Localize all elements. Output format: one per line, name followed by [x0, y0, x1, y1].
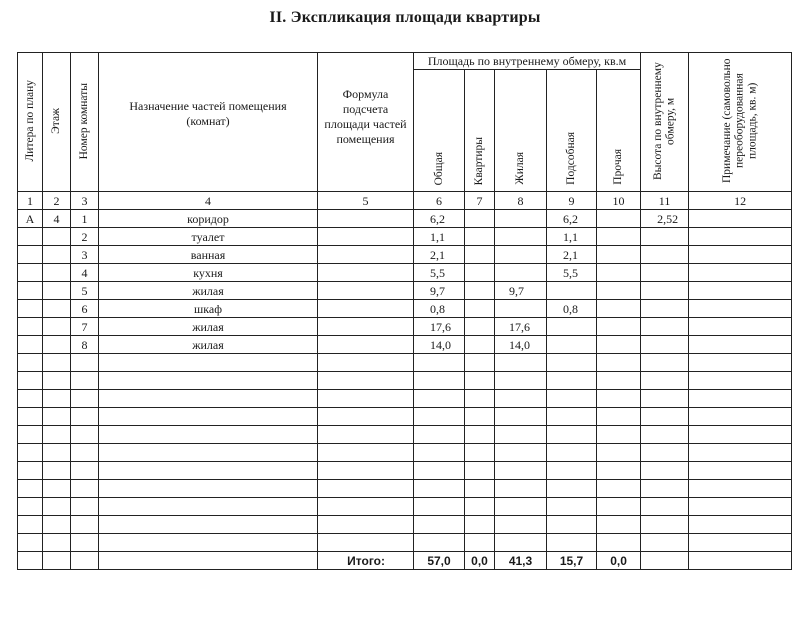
- cell-formula: [318, 444, 414, 462]
- cell-primechanie: [689, 300, 792, 318]
- cell-litera: [18, 318, 43, 336]
- cell-naznachenie: [99, 408, 318, 426]
- table-row: [18, 534, 792, 552]
- cell-kvartiry: [465, 516, 495, 534]
- cell-nomer: 7: [71, 318, 99, 336]
- cell-obshchaya: [414, 408, 465, 426]
- cell-prochaya: [597, 228, 641, 246]
- cell-kvartiry: [465, 534, 495, 552]
- cell-primechanie: [689, 516, 792, 534]
- cell-litera: [18, 300, 43, 318]
- cell-nomer: [71, 480, 99, 498]
- cell-kvartiry: [465, 318, 495, 336]
- cell-naznachenie: жилая: [99, 282, 318, 300]
- cell-nomer: [71, 444, 99, 462]
- cell-kvartiry: [465, 462, 495, 480]
- total-zhilaya: 41,3: [495, 552, 547, 570]
- cell-vysota: [641, 228, 689, 246]
- cell-etazh: [43, 444, 71, 462]
- cell-primechanie: [689, 282, 792, 300]
- cell-naznachenie: кухня: [99, 264, 318, 282]
- cell-prochaya: [597, 354, 641, 372]
- cell-obshchaya: 1,1: [414, 228, 465, 246]
- cell-etazh: [43, 390, 71, 408]
- cell-podsobnaya: [547, 336, 597, 354]
- cell-etazh: [43, 480, 71, 498]
- cell-formula: [318, 318, 414, 336]
- cell-primechanie: [689, 318, 792, 336]
- column-number: 2: [43, 192, 71, 210]
- cell-etazh: [43, 534, 71, 552]
- cell-naznachenie: [99, 444, 318, 462]
- cell-formula: [318, 354, 414, 372]
- cell-naznachenie: коридор: [99, 210, 318, 228]
- cell-kvartiry: [465, 282, 495, 300]
- cell-prochaya: [597, 516, 641, 534]
- cell-vysota: [641, 246, 689, 264]
- cell-formula: [318, 228, 414, 246]
- cell-podsobnaya: [547, 534, 597, 552]
- cell-zhilaya: [495, 390, 547, 408]
- cell-podsobnaya: [547, 462, 597, 480]
- cell-obshchaya: [414, 354, 465, 372]
- cell-zhilaya: [495, 246, 547, 264]
- cell-podsobnaya: [547, 444, 597, 462]
- cell-prochaya: [597, 480, 641, 498]
- cell-litera: [18, 282, 43, 300]
- cell-naznachenie: ванная: [99, 246, 318, 264]
- cell-prochaya: [597, 336, 641, 354]
- cell-podsobnaya: [547, 372, 597, 390]
- cell-podsobnaya: [547, 480, 597, 498]
- cell-vysota: [641, 480, 689, 498]
- cell-nomer: 4: [71, 264, 99, 282]
- cell-naznachenie: [99, 390, 318, 408]
- cell-nomer: 1: [71, 210, 99, 228]
- cell-formula: [318, 462, 414, 480]
- cell-vysota: [641, 390, 689, 408]
- cell-zhilaya: [495, 444, 547, 462]
- header-prochaya: Прочая: [597, 70, 641, 192]
- cell-kvartiry: [465, 264, 495, 282]
- header-primechanie: Примечание (самовольно переоборудованная площадь, кв. м): [689, 53, 792, 192]
- cell-podsobnaya: 1,1: [547, 228, 597, 246]
- cell-nomer: 8: [71, 336, 99, 354]
- cell-primechanie: [689, 228, 792, 246]
- cell-zhilaya: [495, 426, 547, 444]
- total-obshchaya: 57,0: [414, 552, 465, 570]
- cell-prochaya: [597, 426, 641, 444]
- cell-nomer: 2: [71, 228, 99, 246]
- cell-litera: [18, 480, 43, 498]
- cell-litera: [18, 516, 43, 534]
- cell-prochaya: [597, 390, 641, 408]
- cell-zhilaya: [495, 354, 547, 372]
- cell-primechanie: [689, 426, 792, 444]
- cell-litera: [18, 228, 43, 246]
- cell-zhilaya: [495, 228, 547, 246]
- cell-primechanie: [689, 408, 792, 426]
- header-zhilaya: Жилая: [495, 70, 547, 192]
- table-row: [18, 246, 792, 264]
- cell-zhilaya: [495, 516, 547, 534]
- cell-kvartiry: [465, 372, 495, 390]
- cell-zhilaya: [495, 210, 547, 228]
- cell-formula: [318, 246, 414, 264]
- column-number: 10: [597, 192, 641, 210]
- cell-naznachenie: [99, 534, 318, 552]
- column-numbers-row: [18, 192, 792, 210]
- cell-vysota: [641, 408, 689, 426]
- cell-vysota: [641, 552, 689, 570]
- cell-primechanie: [689, 480, 792, 498]
- cell-nomer: [71, 408, 99, 426]
- cell-nomer: 5: [71, 282, 99, 300]
- cell-naznachenie: [99, 552, 318, 570]
- cell-prochaya: [597, 534, 641, 552]
- table-row: [18, 516, 792, 534]
- cell-prochaya: [597, 498, 641, 516]
- cell-zhilaya: 9,7: [495, 282, 547, 300]
- cell-kvartiry: [465, 498, 495, 516]
- cell-vysota: [641, 354, 689, 372]
- cell-kvartiry: [465, 228, 495, 246]
- cell-prochaya: [597, 372, 641, 390]
- table-row: [18, 210, 792, 228]
- cell-litera: [18, 408, 43, 426]
- cell-nomer: [71, 372, 99, 390]
- cell-formula: [318, 336, 414, 354]
- header-vysota: Высота по внутреннему обмеру, м: [641, 53, 689, 192]
- cell-nomer: [71, 498, 99, 516]
- document-title: II. Экспликация площади квартиры: [269, 9, 541, 26]
- column-number: 1: [18, 192, 43, 210]
- header-ploshchad-group: Площадь по внутреннему обмеру, кв.м: [414, 53, 641, 70]
- cell-podsobnaya: 2,1: [547, 246, 597, 264]
- cell-zhilaya: [495, 372, 547, 390]
- cell-litera: [18, 264, 43, 282]
- cell-primechanie: [689, 390, 792, 408]
- cell-vysota: [641, 336, 689, 354]
- cell-kvartiry: [465, 354, 495, 372]
- cell-etazh: [43, 426, 71, 444]
- cell-naznachenie: [99, 426, 318, 444]
- cell-vysota: [641, 516, 689, 534]
- cell-vysota: [641, 372, 689, 390]
- cell-zhilaya: [495, 264, 547, 282]
- cell-vysota: [641, 282, 689, 300]
- cell-primechanie: [689, 354, 792, 372]
- cell-obshchaya: [414, 426, 465, 444]
- table-row: [18, 264, 792, 282]
- cell-vysota: [641, 534, 689, 552]
- cell-podsobnaya: [547, 282, 597, 300]
- cell-etazh: [43, 282, 71, 300]
- cell-zhilaya: [495, 300, 547, 318]
- cell-naznachenie: [99, 462, 318, 480]
- cell-obshchaya: 5,5: [414, 264, 465, 282]
- cell-formula: [318, 480, 414, 498]
- cell-etazh: [43, 408, 71, 426]
- cell-litera: [18, 354, 43, 372]
- total-podsobnaya: 15,7: [547, 552, 597, 570]
- cell-kvartiry: [465, 210, 495, 228]
- cell-primechanie: [689, 552, 792, 570]
- table-row: [18, 390, 792, 408]
- cell-formula: [318, 372, 414, 390]
- cell-etazh: [43, 552, 71, 570]
- cell-etazh: [43, 354, 71, 372]
- cell-podsobnaya: [547, 408, 597, 426]
- cell-zhilaya: [495, 498, 547, 516]
- cell-naznachenie: [99, 498, 318, 516]
- cell-kvartiry: [465, 444, 495, 462]
- total-prochaya: 0,0: [597, 552, 641, 570]
- cell-nomer: [71, 534, 99, 552]
- cell-primechanie: [689, 534, 792, 552]
- cell-prochaya: [597, 264, 641, 282]
- cell-naznachenie: туалет: [99, 228, 318, 246]
- cell-obshchaya: [414, 498, 465, 516]
- cell-prochaya: [597, 282, 641, 300]
- cell-nomer: [71, 462, 99, 480]
- table-row: [18, 372, 792, 390]
- cell-podsobnaya: 6,2: [547, 210, 597, 228]
- cell-formula: [318, 534, 414, 552]
- header-naznachenie: Назначение частей помещения (комнат): [99, 53, 318, 192]
- header-etazh: Этаж: [43, 53, 71, 192]
- cell-etazh: 4: [43, 210, 71, 228]
- cell-naznachenie: [99, 516, 318, 534]
- cell-litera: [18, 534, 43, 552]
- cell-zhilaya: [495, 462, 547, 480]
- cell-litera: [18, 498, 43, 516]
- cell-zhilaya: [495, 480, 547, 498]
- cell-formula: [318, 426, 414, 444]
- cell-podsobnaya: [547, 426, 597, 444]
- cell-vysota: [641, 300, 689, 318]
- table-row: [18, 462, 792, 480]
- cell-vysota: [641, 264, 689, 282]
- cell-litera: [18, 552, 43, 570]
- cell-obshchaya: [414, 534, 465, 552]
- cell-zhilaya: [495, 408, 547, 426]
- cell-vysota: [641, 318, 689, 336]
- cell-etazh: [43, 300, 71, 318]
- cell-nomer: [71, 354, 99, 372]
- table-row: [18, 498, 792, 516]
- cell-formula: [318, 300, 414, 318]
- cell-litera: А: [18, 210, 43, 228]
- table-row: [18, 480, 792, 498]
- cell-podsobnaya: [547, 318, 597, 336]
- cell-etazh: [43, 516, 71, 534]
- column-number: 9: [547, 192, 597, 210]
- cell-naznachenie: шкаф: [99, 300, 318, 318]
- explication-table: [17, 52, 792, 570]
- cell-etazh: [43, 264, 71, 282]
- cell-zhilaya: 17,6: [495, 318, 547, 336]
- cell-prochaya: [597, 300, 641, 318]
- cell-zhilaya: [495, 534, 547, 552]
- table-row: [18, 426, 792, 444]
- table-row: [18, 408, 792, 426]
- cell-primechanie: [689, 444, 792, 462]
- cell-litera: [18, 336, 43, 354]
- cell-litera: [18, 372, 43, 390]
- table-row: [18, 354, 792, 372]
- header-podsobnaya: Подсобная: [547, 70, 597, 192]
- cell-obshchaya: 2,1: [414, 246, 465, 264]
- cell-podsobnaya: [547, 354, 597, 372]
- header-formula: Формула подсчета площади частей помещения: [318, 53, 414, 192]
- column-number: 5: [318, 192, 414, 210]
- cell-nomer: 3: [71, 246, 99, 264]
- cell-nomer: [71, 426, 99, 444]
- cell-primechanie: [689, 498, 792, 516]
- cell-obshchaya: 0,8: [414, 300, 465, 318]
- cell-podsobnaya: 0,8: [547, 300, 597, 318]
- cell-etazh: [43, 228, 71, 246]
- cell-podsobnaya: 5,5: [547, 264, 597, 282]
- cell-etazh: [43, 372, 71, 390]
- cell-etazh: [43, 318, 71, 336]
- cell-kvartiry: [465, 480, 495, 498]
- header-kvartiry: Квартиры: [465, 70, 495, 192]
- cell-kvartiry: [465, 300, 495, 318]
- cell-naznachenie: жилая: [99, 336, 318, 354]
- table-row: [18, 318, 792, 336]
- cell-kvartiry: [465, 408, 495, 426]
- cell-litera: [18, 444, 43, 462]
- cell-litera: [18, 246, 43, 264]
- cell-prochaya: [597, 318, 641, 336]
- cell-kvartiry: [465, 336, 495, 354]
- cell-etazh: [43, 336, 71, 354]
- cell-vysota: [641, 444, 689, 462]
- cell-nomer: [71, 390, 99, 408]
- cell-primechanie: [689, 264, 792, 282]
- cell-kvartiry: [465, 390, 495, 408]
- table-row: [18, 282, 792, 300]
- total-kvartiry: 0,0: [465, 552, 495, 570]
- cell-prochaya: [597, 462, 641, 480]
- cell-formula: [318, 282, 414, 300]
- cell-formula: [318, 264, 414, 282]
- cell-podsobnaya: [547, 516, 597, 534]
- cell-prochaya: [597, 246, 641, 264]
- column-number: 7: [465, 192, 495, 210]
- cell-obshchaya: 9,7: [414, 282, 465, 300]
- cell-formula: [318, 516, 414, 534]
- cell-obshchaya: [414, 480, 465, 498]
- cell-kvartiry: [465, 246, 495, 264]
- total-row: [18, 552, 792, 570]
- column-number: 3: [71, 192, 99, 210]
- header-nomer: Номер комнаты: [71, 53, 99, 192]
- cell-naznachenie: [99, 480, 318, 498]
- cell-nomer: [71, 516, 99, 534]
- cell-formula: [318, 390, 414, 408]
- cell-podsobnaya: [547, 498, 597, 516]
- cell-kvartiry: [465, 426, 495, 444]
- cell-vysota: [641, 498, 689, 516]
- cell-formula: [318, 210, 414, 228]
- column-number: 11: [641, 192, 689, 210]
- cell-primechanie: [689, 210, 792, 228]
- cell-obshchaya: 17,6: [414, 318, 465, 336]
- cell-etazh: [43, 498, 71, 516]
- table-row: [18, 228, 792, 246]
- cell-formula: [318, 498, 414, 516]
- cell-nomer: 6: [71, 300, 99, 318]
- cell-prochaya: [597, 210, 641, 228]
- cell-nomer: [71, 552, 99, 570]
- cell-zhilaya: 14,0: [495, 336, 547, 354]
- cell-obshchaya: [414, 372, 465, 390]
- cell-primechanie: [689, 462, 792, 480]
- cell-primechanie: [689, 246, 792, 264]
- cell-obshchaya: 14,0: [414, 336, 465, 354]
- table-row: [18, 336, 792, 354]
- header-obshchaya: Общая: [414, 70, 465, 192]
- cell-primechanie: [689, 336, 792, 354]
- column-number: 4: [99, 192, 318, 210]
- cell-obshchaya: [414, 516, 465, 534]
- table-row: [18, 444, 792, 462]
- cell-obshchaya: 6,2: [414, 210, 465, 228]
- cell-naznachenie: жилая: [99, 318, 318, 336]
- cell-vysota: [641, 426, 689, 444]
- cell-litera: [18, 426, 43, 444]
- cell-litera: [18, 390, 43, 408]
- cell-prochaya: [597, 444, 641, 462]
- cell-podsobnaya: [547, 390, 597, 408]
- cell-etazh: [43, 246, 71, 264]
- column-number: 6: [414, 192, 465, 210]
- cell-prochaya: [597, 408, 641, 426]
- table-row: [18, 300, 792, 318]
- cell-litera: [18, 462, 43, 480]
- header-litera: Литера по плану: [18, 53, 43, 192]
- cell-formula: [318, 408, 414, 426]
- total-label: Итого:: [318, 552, 414, 570]
- cell-etazh: [43, 462, 71, 480]
- cell-vysota: [641, 462, 689, 480]
- cell-vysota: 2,52: [641, 210, 689, 228]
- cell-primechanie: [689, 372, 792, 390]
- cell-obshchaya: [414, 390, 465, 408]
- cell-naznachenie: [99, 354, 318, 372]
- cell-naznachenie: [99, 372, 318, 390]
- cell-obshchaya: [414, 444, 465, 462]
- cell-obshchaya: [414, 462, 465, 480]
- column-number: 8: [495, 192, 547, 210]
- column-number: 12: [689, 192, 792, 210]
